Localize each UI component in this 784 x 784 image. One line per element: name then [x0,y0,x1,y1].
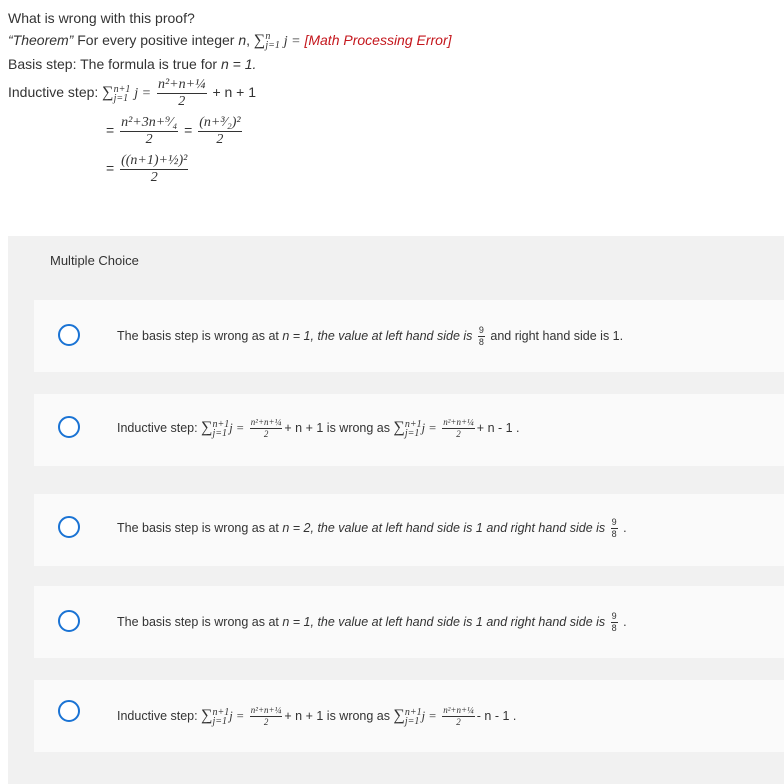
math-error-text: [Math Processing Error] [304,32,452,48]
choice-text-3 [117,518,627,539]
choice-text-5 [117,706,516,727]
inductive-line-2 [106,116,244,147]
choice-3-part-c: . [619,520,627,535]
theorem-text: For every positive integer [73,32,239,48]
choice-1-part-c: and right hand side is 1. [486,328,624,343]
sum-limits: n+1 j=1 [212,418,230,439]
sum-limits: n+1 j=1 [404,706,422,727]
sum-symbol: ∑ [201,706,213,724]
step1-den: 2 [178,94,186,109]
sum-var: j = [421,708,437,723]
inductive-line-1 [8,78,256,109]
equals-sign: = [106,122,115,139]
choice-4-frac-num: 9 [611,611,617,621]
sum-expr: j = [283,34,301,49]
step4-den: 2 [150,170,158,185]
radio-button-3[interactable] [58,516,80,538]
radio-button-4[interactable] [58,610,80,632]
choice-5-mid: + n + 1 is wrong as [284,708,391,723]
sum-symbol: ∑ [253,32,266,49]
step2-fraction [120,116,178,147]
choice-option-5[interactable] [34,680,784,752]
sum-var: j = [229,708,245,723]
radio-button-5[interactable] [58,700,80,722]
choice-2-tail: + n - 1 . [476,420,520,435]
choice-3-fraction [611,518,618,539]
choice-1-frac-num: 9 [478,325,484,335]
choice-1-part-b: n = 1, the value at left hand side is [282,328,476,343]
choice-3-part-b: n = 2, the value at left hand side is 1 and right hand side is [282,520,609,535]
choice-5-fraction-b: $\frac{\text{n²+n+¼}}{2}$ [443,705,474,727]
choice-text-1 [117,326,623,347]
radio-button-2[interactable] [58,416,80,438]
sum-var: j = [134,86,152,102]
sum-limits: n+1 j=1 [113,83,131,104]
choice-4-part-c: . [619,614,627,629]
choice-1-part-a: The basis step is wrong as at [117,328,283,343]
step4-fraction [120,154,188,185]
step1-fraction [157,78,207,109]
equals-sign: = [184,122,193,139]
sum-limits: n+1 j=1 [212,706,230,727]
sum-limits: n+1 j=1 [404,418,422,439]
sum-symbol: ∑ [201,418,213,436]
step2-den: 2 [145,132,153,147]
question-prompt: What is wrong with this proof? [8,10,195,26]
choice-5-tail: - n - 1 . [476,708,517,723]
choice-option-2[interactable] [34,394,784,466]
choice-3-frac-num: 9 [611,517,617,527]
step3-num: (n+³⁄₂)² [199,115,241,130]
sum-symbol: ∑ [393,418,405,436]
choice-5-label: Inductive step: [117,708,198,723]
equals-sign: = [106,160,115,177]
choice-text-2 [117,418,520,439]
step1-tail: + n + 1 [212,84,257,101]
choice-4-fraction [611,612,618,633]
sum-symbol: ∑ [102,84,114,102]
basis-line [8,56,256,72]
step3-den: 2 [216,132,224,147]
step3-fraction [198,116,241,147]
sum-var: j = [229,420,245,435]
choice-2-label: Inductive step: [117,420,198,435]
choice-4-part-b: n = 1, the value at left hand side is 1 and right hand side is [282,614,609,629]
basis-eq: n = 1. [220,56,257,72]
choice-3-part-a: The basis step is wrong as at [117,520,283,535]
choice-4-frac-den: 8 [611,623,617,633]
step4-num: ((n+1)+½)² [121,153,188,168]
choice-2-fraction-b: $\frac{\text{n²+n+¼}}{2}$ [443,417,474,439]
choice-5-fraction-a: $\frac{\text{n²+n+¼}}{2}$ [250,705,282,727]
inductive-line-3 [106,154,190,185]
radio-button-1[interactable] [58,324,80,346]
choice-1-fraction [478,326,485,347]
theorem-var: n [238,32,247,48]
step2-num: n²+3n+⁹⁄₄ [121,115,178,130]
choice-text-4 [117,612,627,633]
choice-option-4[interactable] [34,586,784,658]
choice-option-3[interactable] [34,494,784,566]
sum-limits: n j=1 [265,31,280,52]
multiple-choice-header: Multiple Choice [50,253,139,268]
choice-1-frac-den: 8 [478,337,484,347]
choice-4-part-a: The basis step is wrong as at [117,614,283,629]
sum-var: j = [421,420,437,435]
choice-2-mid: + n + 1 is wrong as [284,420,391,435]
sum-symbol: ∑ [393,706,405,724]
choice-3-frac-den: 8 [611,529,617,539]
choice-option-1[interactable] [34,300,784,372]
choice-2-fraction-a: $\frac{\text{n²+n+¼}}{2}$ [250,417,282,439]
step1-num: n²+n+¼ [157,77,206,92]
basis-text: Basis step: The formula is true for [8,56,218,72]
inductive-label: Inductive step: [8,84,99,101]
theorem-label: “Theorem” [8,32,74,48]
theorem-line: “Theorem” For every positive integer n, ∑ n j=1 j = [Math Processing Error] [8,31,452,52]
